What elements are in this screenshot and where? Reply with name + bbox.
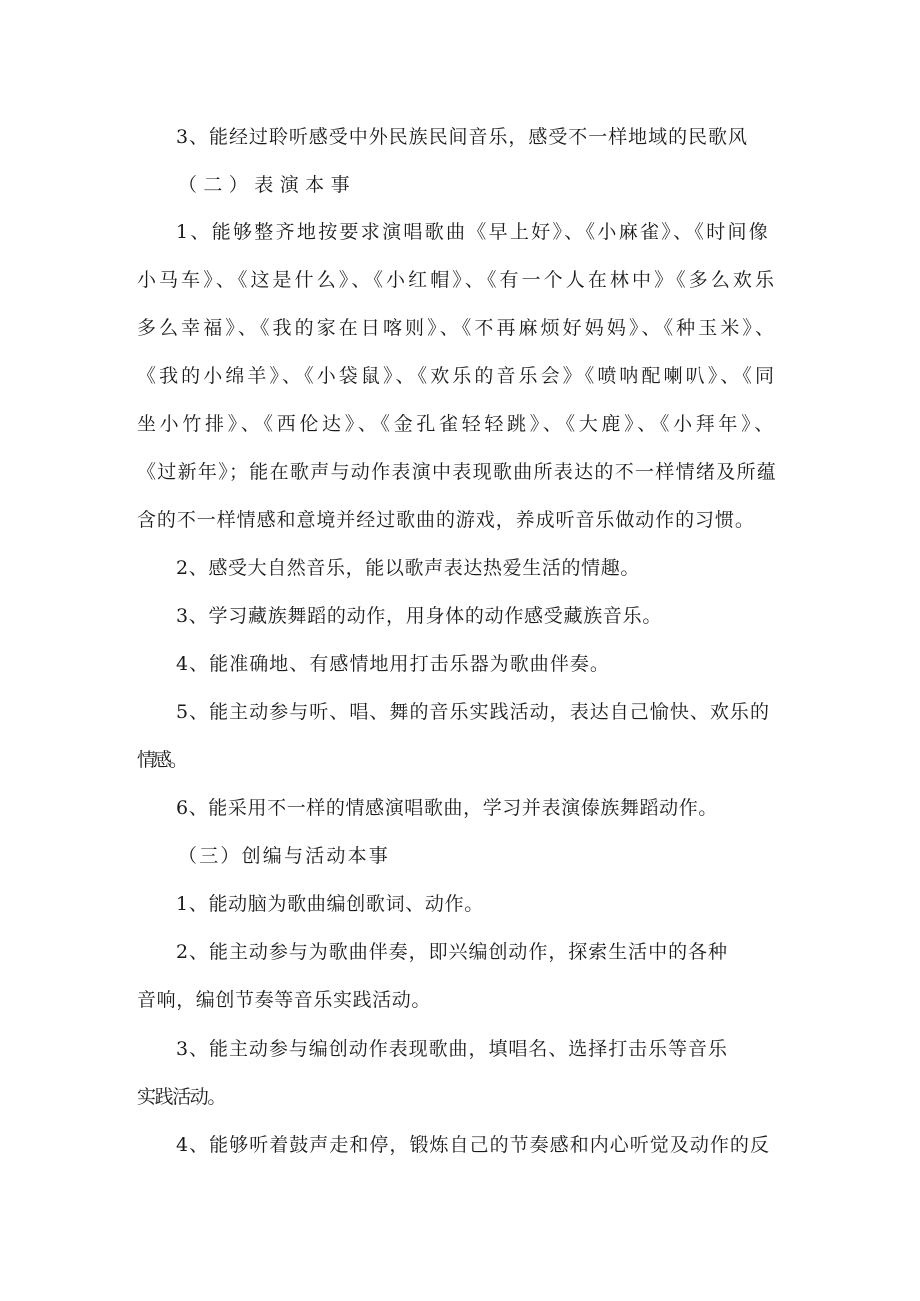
text-line-11: 3、学习藏族舞蹈的动作，用身体的动作感受藏族音乐。	[176, 605, 663, 627]
text-line-15: 6、能采用不一样的情感演唱歌曲，学习并表演傣族舞蹈动作。	[176, 797, 718, 819]
text-line-6: 《我的小绵羊》、《小袋鼠》、《欢乐的音乐会》《喷呐配喇叭》、《同	[137, 365, 778, 387]
text-line-17: 1、能动脑为歌曲编创歌词、动作。	[176, 893, 484, 915]
text-line-19: 音响，编创节奏等音乐实践活动。	[137, 989, 432, 1011]
text-line-12: 4、能准确地、有感情地用打击乐器为歌曲伴奏。	[176, 653, 610, 675]
text-line-21: 实践活动。	[137, 1086, 226, 1108]
text-line-1: 3、能经过聆听感受中外民族民间音乐，感受不一样地域的民歌风	[176, 126, 748, 148]
text-line-3: 1、能够整齐地按要求演唱歌曲《早上好》、《小麻雀》、《时间像	[176, 221, 771, 243]
text-line-8: 《过新年》；能在歌声与动作表演中表现歌曲所表达的不一样情绪及所蕴	[137, 461, 778, 483]
section-heading-creation: （三）创编与活动本事	[178, 845, 391, 867]
text-line-4: 小马车》、《这是什么》、《小红帽》、《有一个人在林中》《多么欢乐	[137, 269, 778, 291]
text-line-20: 3、能主动参与编创动作表现歌曲，填唱名、选择打击乐等音乐	[176, 1038, 728, 1060]
text-line-5: 多么幸福》、《我的家在日喀则》、《不再麻烦好妈妈》、《种玉米》、	[137, 317, 778, 339]
section-heading-performance: （二）表演本事	[178, 174, 357, 196]
text-line-9: 含的不一样情感和意境并经过歌曲的游戏，养成听音乐做动作的习惯。	[137, 509, 755, 531]
text-line-7: 坐小竹排》、《西伦达》、《金孔雀轻轻跳》、《大鹿》、《小拜年》、	[137, 413, 777, 435]
text-line-14: 情感。	[137, 749, 185, 771]
text-line-10: 2、感受大自然音乐，能以歌声表达热爱生活的情趣。	[176, 557, 640, 579]
text-line-18: 2、能主动参与为歌曲伴奏，即兴编创动作，探索生活中的各种	[176, 941, 728, 963]
text-line-13: 5、能主动参与听、唱、舞的音乐实践活动，表达自己愉快、欢乐的	[176, 701, 770, 723]
text-line-22: 4、能够听着鼓声走和停，锻炼自己的节奏感和内心听觉及动作的反	[176, 1134, 770, 1156]
